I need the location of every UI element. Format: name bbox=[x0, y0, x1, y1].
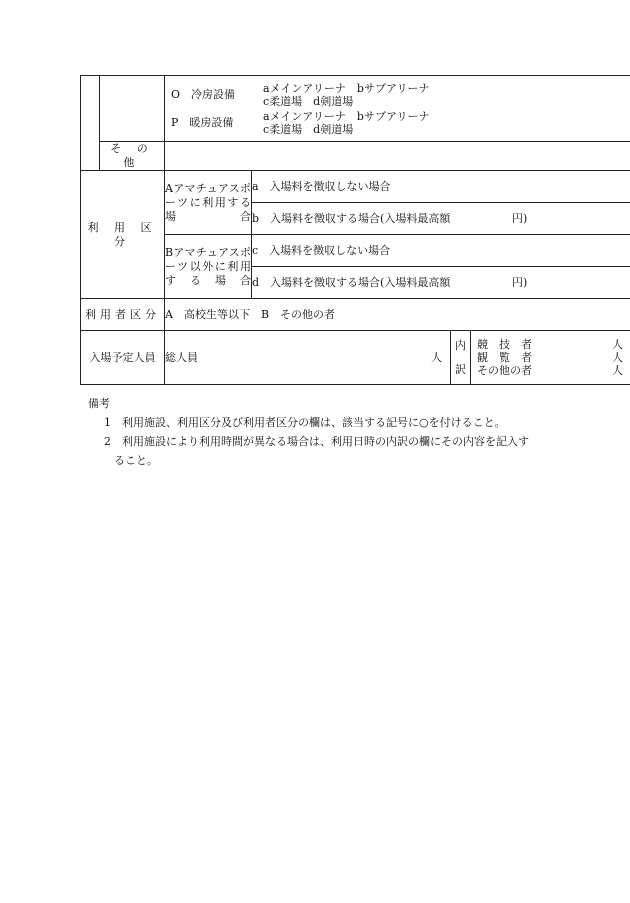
facility-outer-margin bbox=[81, 142, 100, 171]
notes-title: 備考 bbox=[88, 397, 110, 410]
total-label: 総人員 bbox=[165, 350, 198, 364]
breakdown-label: 内 訳 bbox=[451, 331, 471, 385]
facility-options-2: c柔道場 d剣道場 bbox=[263, 94, 354, 108]
usage-category-a-label: Aアマチュアスポーツに利用する場合 bbox=[165, 171, 252, 235]
user-category-label: 利用者区分 bbox=[81, 299, 165, 331]
usage-option-d-text: d 入場料を徴収する場合(入場料最高額 bbox=[252, 275, 451, 289]
application-table bbox=[80, 75, 630, 385]
note-2-cont: ること。 bbox=[114, 454, 158, 467]
breakdown-row: その他の者 人 bbox=[477, 364, 624, 377]
notes bbox=[88, 394, 548, 470]
facility-options-1: aメインアリーナ bサブアリーナ bbox=[263, 81, 430, 95]
facility-name: 冷房設備 bbox=[191, 87, 236, 101]
note-1: 1 利用施設、利用区分及び利用者区分の欄は、該当する記号に○を付けること。 bbox=[104, 416, 506, 429]
facility-p bbox=[165, 109, 630, 137]
attendance-total[interactable] bbox=[165, 331, 451, 385]
usage-option-b[interactable] bbox=[252, 203, 630, 235]
breakdown-row: 観 覧 者 人 bbox=[477, 351, 624, 364]
other-value[interactable] bbox=[165, 142, 630, 171]
usage-option-c[interactable]: c 入場料を徴収しない場合 bbox=[252, 235, 630, 267]
facility-code: P bbox=[171, 115, 179, 129]
yen-label: 円) bbox=[512, 275, 528, 289]
usage-option-b-text: b 入場料を徴収する場合(入場料最高額 bbox=[252, 211, 451, 225]
facility-code: O bbox=[171, 87, 181, 101]
total-unit: 人 bbox=[431, 350, 442, 364]
facility-group-cell bbox=[100, 76, 165, 142]
user-category-value[interactable]: A 高校生等以下 B その他の者 bbox=[165, 299, 630, 331]
yen-label: 円) bbox=[512, 211, 528, 225]
usage-option-d[interactable] bbox=[252, 267, 630, 299]
usage-option-a[interactable]: a 入場料を徴収しない場合 bbox=[252, 171, 630, 203]
facility-o bbox=[165, 81, 630, 109]
usage-category-b-label: Bアマチュアスポーツ以外に利用する場合 bbox=[165, 235, 252, 299]
facility-options-2: c柔道場 d剣道場 bbox=[263, 122, 354, 136]
facility-outer-margin bbox=[81, 76, 100, 142]
facility-options-1: aメインアリーナ bサブアリーナ bbox=[263, 109, 430, 123]
other-label: そ の 他 bbox=[100, 142, 165, 171]
breakdown-row: 競 技 者 人 bbox=[477, 338, 624, 351]
breakdown-values[interactable] bbox=[471, 331, 630, 385]
attendance-label: 入場予定人員 bbox=[81, 331, 165, 385]
facility-cell bbox=[165, 76, 630, 142]
facility-name: 暖房設備 bbox=[189, 115, 234, 129]
note-2: 2 利用施設により利用時間が異なる場合は、利用日時の内訳の欄にその内容を記入す bbox=[104, 435, 529, 448]
usage-category-label: 利 用 区 分 bbox=[81, 171, 165, 299]
